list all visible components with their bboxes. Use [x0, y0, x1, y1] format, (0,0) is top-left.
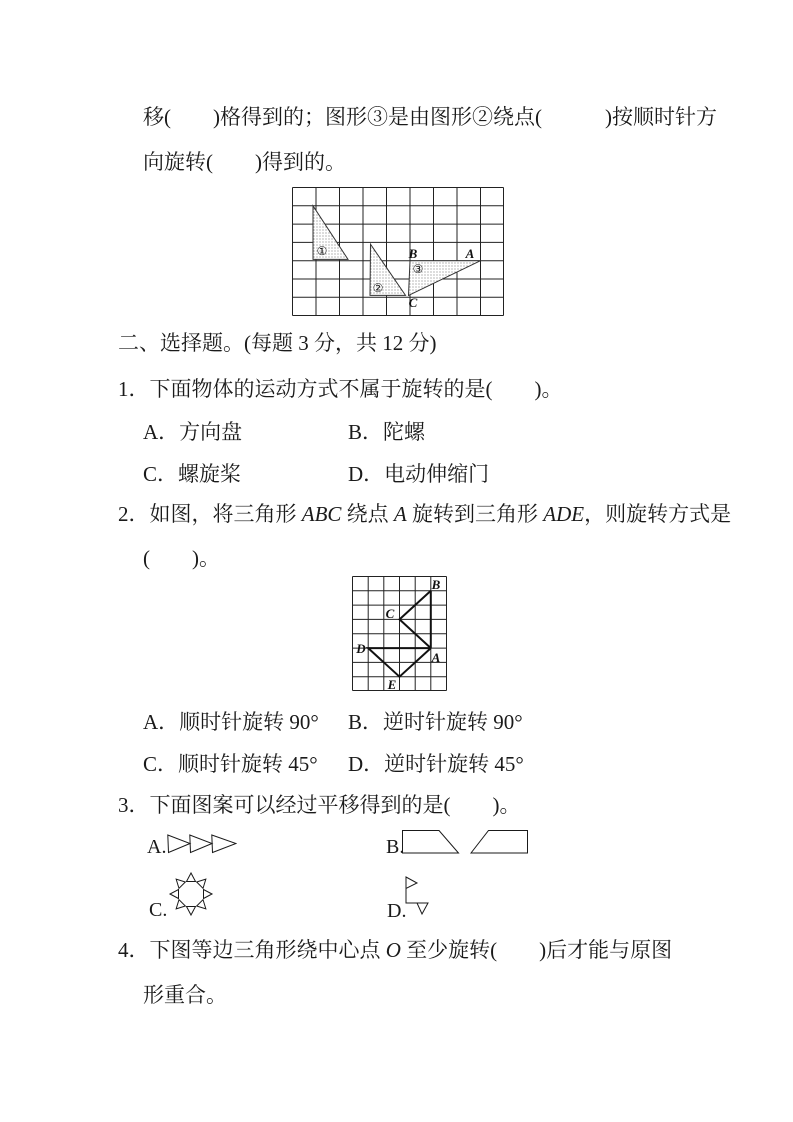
q2-option-b: B．逆时针旋转 90° [348, 710, 523, 734]
ring-triangle-7 [170, 890, 179, 899]
flag-triangle-up [406, 877, 417, 889]
q2-option-a: A．顺时针旋转 90° [143, 710, 319, 734]
point-b-label: B [408, 246, 418, 261]
flag-triangle-down [417, 903, 428, 914]
q2-stem-a: A [393, 502, 407, 526]
q3-option-b-label: B. [386, 836, 405, 858]
ring-triangle-6 [173, 900, 185, 912]
ring-triangle-4 [197, 900, 209, 912]
triangle-3-label: ③ [412, 262, 424, 276]
ring-triangle-1 [187, 873, 196, 882]
ring-triangle-2 [197, 876, 209, 888]
figure1-grid-diagram [292, 187, 504, 316]
trapezoid-left [403, 831, 459, 854]
intro-line-2: 向旋转( )得到的。 [143, 150, 346, 174]
section2-title: 二、选择题。(每题 3 分，共 12 分) [118, 331, 437, 355]
q1-option-a: A．方向盘 [143, 420, 243, 444]
q4-stem-text-2: 至少旋转( )后才能与原图 [400, 938, 673, 962]
triangle-1-label: ① [316, 244, 328, 258]
q3-figure-d-flags [400, 874, 430, 920]
q2-stem-blank: ( )。 [143, 546, 220, 570]
right-triangle-3 [212, 835, 236, 853]
q3-figure-b-trapezoids [402, 830, 528, 854]
figure1-svg [292, 187, 504, 316]
q2-option-c: C．顺时针旋转 45° [143, 752, 318, 776]
point-c-label: C [385, 606, 395, 621]
point-c-label: C [408, 295, 418, 310]
q4-stem-line2: 形重合。 [143, 983, 227, 1007]
ring-triangle-3 [204, 890, 213, 899]
q1-stem: 1．下面物体的运动方式不属于旋转的是( )。 [118, 377, 563, 401]
figure2-svg [352, 576, 447, 691]
intro-line-1: 移( )格得到的；图形③是由图形②绕点( )按顺时针方 [143, 105, 717, 129]
q2-stem-text-1: 2．如图，将三角形 [118, 502, 302, 526]
q2-stem-text-4: ，则旋转方式是 [584, 502, 732, 526]
right-triangle-2 [190, 835, 212, 853]
q4-stem-text-1: 4．下图等边三角形绕中心点 [118, 938, 386, 962]
point-b-label: B [431, 577, 441, 592]
figure2-grid-diagram [352, 576, 447, 691]
q1-option-d: D．电动伸缩门 [348, 462, 490, 486]
q4-stem [118, 937, 672, 963]
q1-option-c: C．螺旋桨 [143, 462, 242, 486]
q1-option-b: B．陀螺 [348, 420, 426, 444]
q2-stem-ade: ADE [543, 502, 585, 526]
q4-stem-o: O [385, 938, 401, 962]
q3-option-d-label: D. [387, 900, 407, 922]
q2-option-d: D．逆时针旋转 45° [348, 752, 524, 776]
point-d-label: D [356, 641, 366, 656]
point-a-label: A [431, 650, 441, 665]
point-e-label: E [387, 677, 397, 691]
flag-pole [406, 877, 418, 903]
q2-stem-abc: ABC [301, 502, 342, 526]
q2-stem-text-2: 绕点 [341, 502, 394, 526]
point-a-label: A [465, 246, 475, 261]
q3-option-c-label: C. [149, 899, 168, 921]
right-triangle-1 [168, 835, 190, 853]
q3-figure-a-svg [167, 834, 237, 854]
q3-stem: 3．下面图案可以经过平移得到的是( )。 [118, 793, 521, 817]
q2-stem [118, 501, 731, 527]
triangle-2-label: ② [372, 281, 384, 295]
q3-figure-c-rotation-ring [165, 868, 217, 920]
q3-option-a-label: A. [147, 836, 167, 858]
q3-figure-c-svg [165, 868, 217, 920]
grid-lines [353, 577, 447, 691]
q3-figure-a-triangles [167, 834, 237, 854]
ring-triangle-5 [187, 907, 196, 916]
q3-figure-b-svg [402, 830, 528, 854]
ring-triangle-8 [173, 876, 185, 888]
q3-figure-d-svg [400, 874, 430, 920]
trapezoid-right [471, 831, 528, 854]
q2-stem-text-3: 旋转到三角形 [406, 502, 544, 526]
